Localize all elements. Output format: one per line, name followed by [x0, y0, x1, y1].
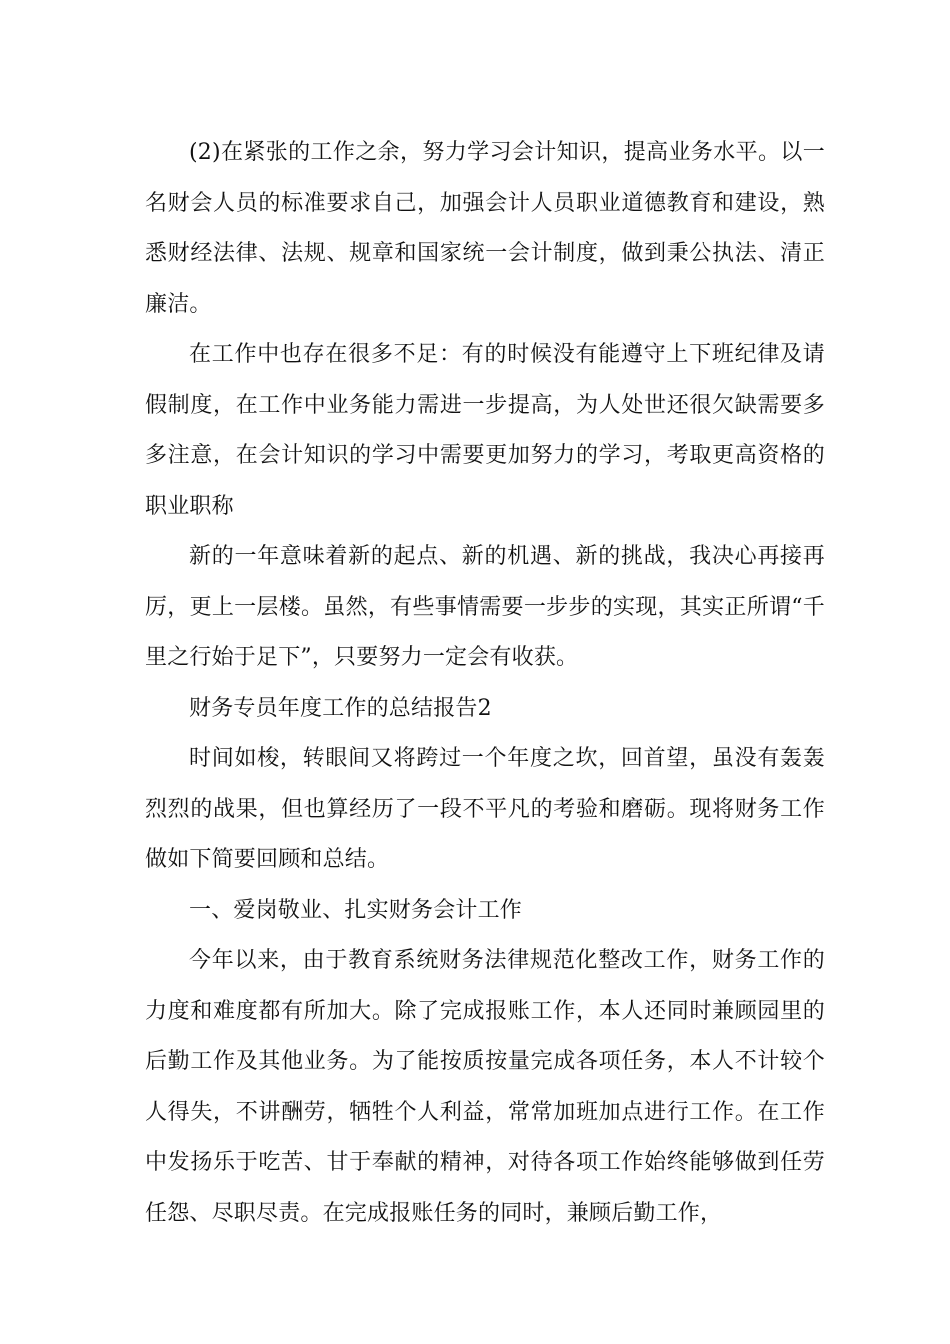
paragraph-study-accounting: (2)在紧张的工作之余，努力学习会计知识，提高业务水平。以一名财会人员的标准要求自己，加强会计人员职业道德教育和建设，熟悉财经法律、法规、规章和国家统一会计制度，做到秉公执法、清正廉洁。 — [145, 140, 825, 317]
paragraph-shortcomings: 在工作中也存在很多不足：有的时候没有能遵守上下班纪律及请假制度，在工作中业务能力需进一步提高，为人处世还很欠缺需要多多注意，在会计知识的学习中需要更加努力的学习，考取更高资格的职业职称 — [145, 342, 825, 519]
document-body — [145, 128, 825, 1239]
paragraph-new-year: 新的一年意味着新的起点、新的机遇、新的挑战，我决心再接再厉，更上一层楼。虽然，有些事情需要一步步的实现，其实正所谓“千里之行始于足下”，只要努力一定会有收获。 — [145, 544, 825, 670]
paragraph-time-flies: 时间如梭，转眼间又将跨过一个年度之坎，回首望，虽没有轰轰烈烈的战果，但也算经历了一段不平凡的考验和磨砺。现将财务工作做如下简要回顾和总结。 — [145, 746, 825, 872]
report-title-2: 财务专员年度工作的总结报告2 — [189, 695, 492, 721]
section-heading-1: 一、爱岗敬业、扎实财务会计工作 — [189, 897, 523, 923]
paragraph-this-year: 今年以来，由于教育系统财务法律规范化整改工作，财务工作的力度和难度都有所加大。除了完成报账工作，本人还同时兼顾园里的后勤工作及其他业务。为了能按质按量完成各项任务，本人不计较个人得失，不讲酬劳，牺牲个人利益，常常加班加点进行工作。在工作中发扬乐于吃苦、甘于奉献的精神，对待各项工作始终能够做到任劳任怨、尽职尽责。在完成报账任务的同时，兼顾后勤工作， — [145, 948, 825, 1226]
